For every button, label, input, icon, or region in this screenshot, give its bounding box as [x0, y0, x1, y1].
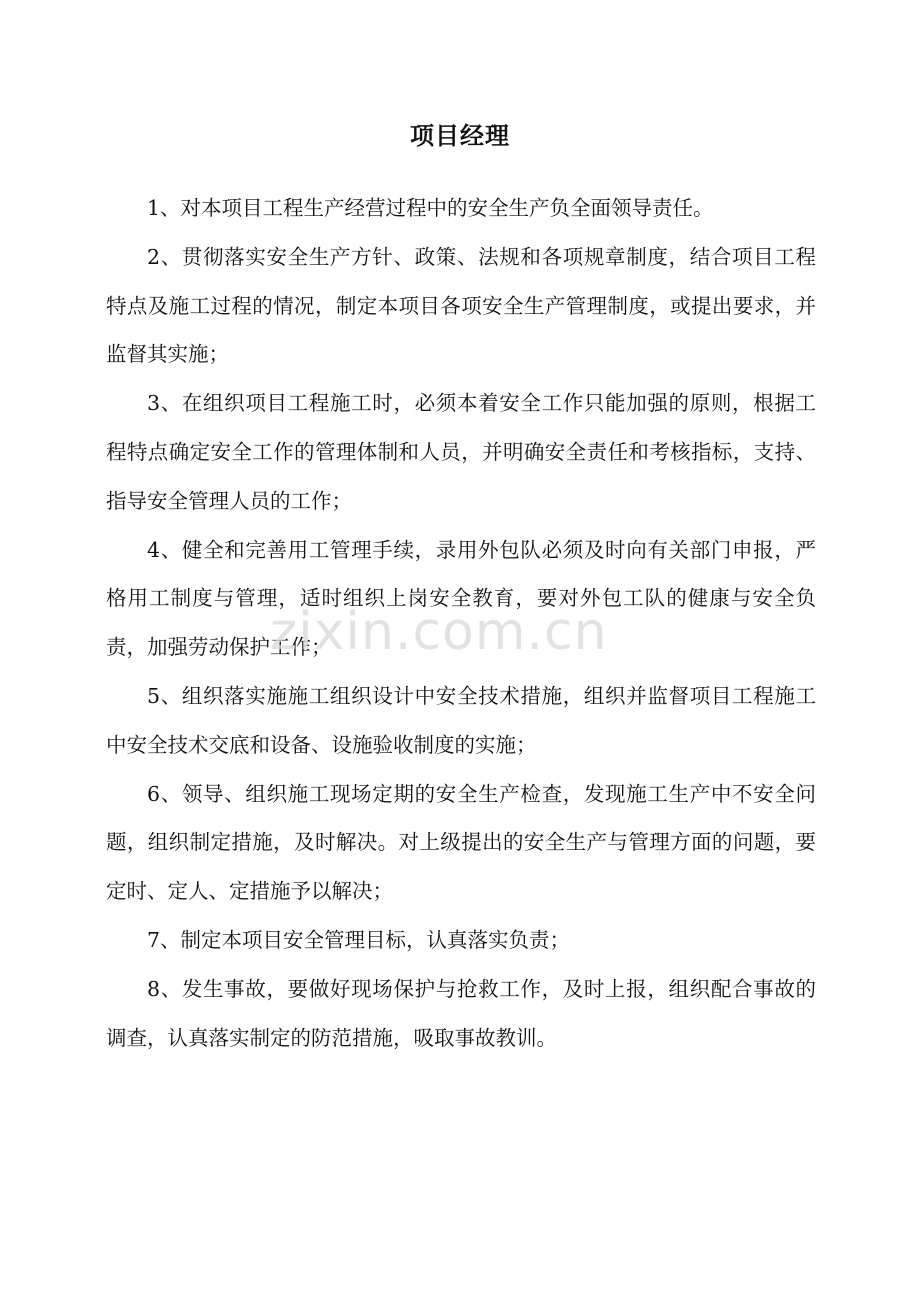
paragraph-1: 1、对本项目工程生产经营过程中的安全生产负全面领导责任。	[147, 196, 714, 220]
paragraph-6: 6、领导、组织施工现场定期的安全生产检查，发现施工生产中不安全问题，组织制定措施，及时解决。对上级提出的安全生产与管理方面的问题，要定时、定人、定措施予以解决；	[106, 781, 816, 904]
document-body	[106, 184, 816, 1062]
watermark: zixin.com.cn	[270, 602, 608, 662]
paragraph-7: 7、制定本项目安全管理目标，认真落实负责；	[147, 927, 571, 952]
paragraph-4: 4、健全和完善用工管理手续，录用外包队必须及时向有关部门申报，严格用工制度与管理，适时组织上岗安全教育，要对外包工队的健康与安全负责，加强劳动保护工作；	[106, 537, 816, 660]
paragraph-3: 3、在组织项目工程施工时，必须本着安全工作只能加强的原则，根据工程特点确定安全工作的管理体制和人员，并明确安全责任和考核指标，支持、指导安全管理人员的工作；	[106, 391, 816, 513]
document-title: 项目经理	[410, 122, 510, 150]
paragraph-2: 2、贯彻落实安全生产方针、政策、法规和各项规章制度，结合项目工程特点及施工过程的情况，制定本项目各项安全生产管理制度，或提出要求，并监督其实施；	[106, 244, 816, 367]
paragraph-8: 8、发生事故，要做好现场保护与抢救工作，及时上报，组织配合事故的调查，认真落实制定的防范措施，吸取事故教训。	[106, 976, 816, 1050]
paragraph-5: 5、组织落实施施工组织设计中安全技术措施，组织并监督项目工程施工中安全技术交底和设备、设施验收制度的实施；	[106, 683, 816, 757]
